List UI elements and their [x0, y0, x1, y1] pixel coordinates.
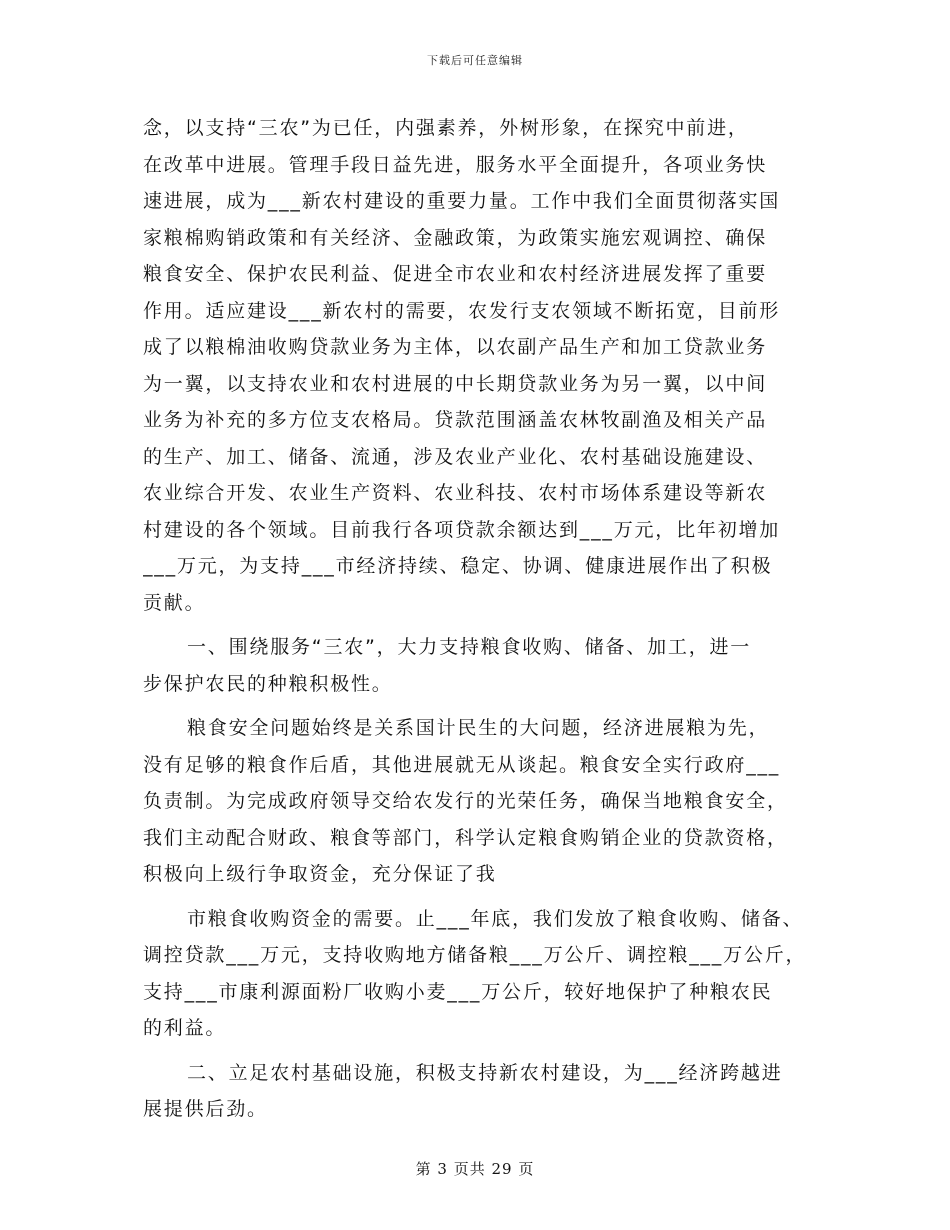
- text-line: 调控贷款___万元，支持收购地方储备粮___万公斤、调控粮___万公斤，: [143, 944, 807, 966]
- text-line: 在改革中进展。管理手段日益先进，服务水平全面提升，各项业务快: [143, 153, 768, 176]
- text-line: 步保护农民的种粮积极性。: [143, 672, 393, 695]
- text-line: 念，以支持“三农”为已任，内强素养，外树形象，在探究中前进，: [143, 117, 749, 139]
- section-heading-paragraph: [143, 629, 815, 702]
- page-number: 第 3 页共 29 页: [415, 1160, 535, 1178]
- text-line: 作用。适应建设___新农村的需要，农发行支农领域不断拓宽，目前形: [143, 299, 781, 322]
- document-body: [143, 110, 815, 1128]
- text-line: 粮食安全问题始终是关系国计民生的大问题，经济进展粮为先，: [187, 717, 770, 739]
- text-line: 贡献。: [143, 591, 206, 614]
- paragraph: [143, 710, 815, 893]
- text-line: 市粮食收购资金的需要。止___年底，我们发放了粮食收购、储备、: [187, 907, 804, 930]
- section-heading-paragraph: [143, 1055, 815, 1128]
- text-line: 业务为补充的多方位支农格局。贷款范围涵盖农林牧副渔及相关产品: [143, 409, 768, 431]
- text-line: 负责制。为完成政府领导交给农发行的光荣任务，确保当地粮食安全，: [143, 790, 788, 812]
- text-line: ___万元，为支持___市经济持续、稳定、协调、健康进展作出了积极: [143, 555, 773, 577]
- paragraph: [143, 901, 815, 1047]
- text-line: 没有足够的粮食作后盾，其他进展就无从谈起。粮食安全实行政府___: [143, 753, 781, 776]
- text-line: 展提供后劲。: [143, 1098, 268, 1120]
- text-line: 粮食安全、保护农民利益、促进全市农业和农村经济进展发挥了重要: [143, 263, 768, 285]
- text-line: 支持___市康利源面粉厂收购小麦___万公斤，较好地保护了种粮农民: [143, 980, 773, 1003]
- text-line: 为一翼，以支持农业和农村进展的中长期贷款业务为另一翼，以中间: [143, 372, 768, 395]
- paragraph: [143, 110, 815, 621]
- text-line: 积极向上级行争取资金，充分保证了我: [143, 863, 497, 885]
- page-header: 下载后可任意编辑: [427, 54, 523, 67]
- text-line: 家粮棉购销政策和有关经济、金融政策，为政策实施宏观调控、确保: [143, 226, 768, 249]
- text-line: 成了以粮棉油收购贷款业务为主体，以农副产品生产和加工贷款业务: [143, 336, 768, 358]
- text-line: 我们主动配合财政、粮食等部门，科学认定粮食购销企业的贷款资格，: [143, 826, 788, 849]
- text-line: 农业综合开发、农业生产资料、农业科技、农村市场体系建设等新农: [143, 482, 768, 504]
- text-line: 的生产、加工、储备、流通，涉及农业产业化、农村基础设施建设、: [143, 445, 768, 468]
- text-line: 村建设的各个领域。目前我行各项贷款余额达到___万元，比年初增加: [143, 518, 781, 541]
- text-line: 速进展，成为___新农村建设的重要力量。工作中我们全面贯彻落实国: [143, 190, 781, 212]
- text-line: 一、围绕服务“三农”，大力支持粮食收购、储备、加工，进一: [187, 636, 752, 658]
- text-line: 的利益。: [143, 1017, 227, 1039]
- text-line: 二、立足农村基础设施，积极支持新农村建设，为___经济跨越进: [187, 1061, 783, 1084]
